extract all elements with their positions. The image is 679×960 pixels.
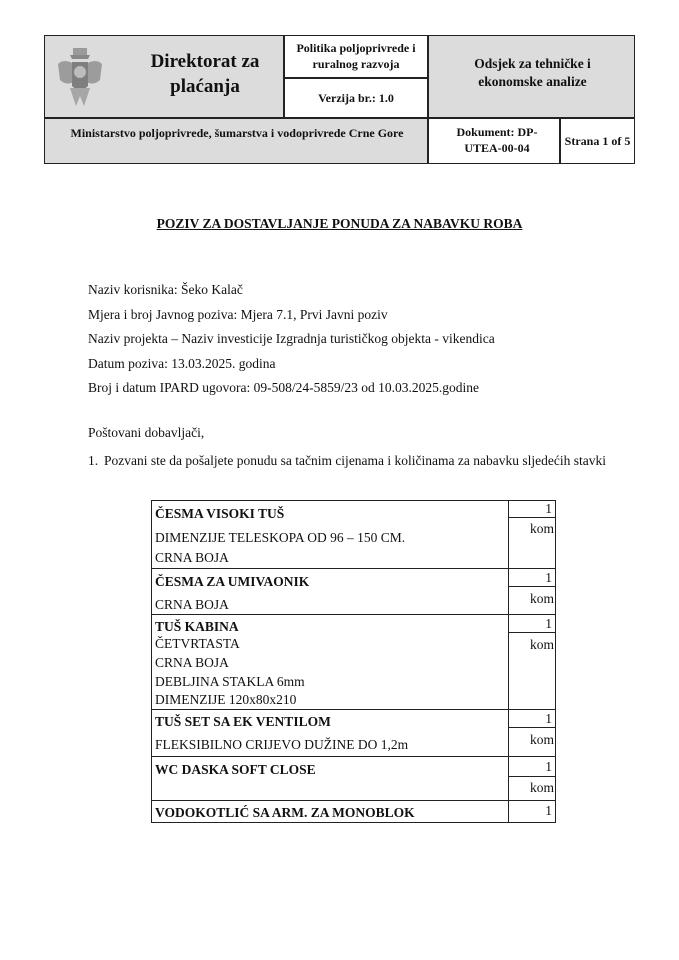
detail-user: Naziv korisnika: Šeko Kalač xyxy=(88,282,243,297)
item-qty: 1 xyxy=(545,803,552,818)
policy-text: Politika poljoprivrede i ruralnog razvoja xyxy=(296,41,416,71)
item-spec: CRNA BOJA xyxy=(155,597,229,612)
item-name: ČESMA ZA UMIVAONIK xyxy=(155,574,310,589)
item-unit: kom xyxy=(529,637,554,652)
item-spec: CRNA BOJA xyxy=(155,655,229,670)
document-title: POZIV ZA DOSTAVLJANJE PONUDA ZA NABAVKU ROBA xyxy=(156,216,523,231)
point-number: 1. xyxy=(88,453,99,468)
table-column-divider xyxy=(508,500,509,823)
version-text: Verzija br.: 1.0 xyxy=(318,91,394,105)
item-spec: DIMENZIJE TELESKOPA OD 96 – 150 CM. xyxy=(155,530,406,545)
item-qty: 1 xyxy=(545,570,552,585)
dept-text: Odsjek za tehničke i ekonomske analize xyxy=(474,56,591,89)
detail-project: Naziv projekta – Naziv investicije Izgradnja turističkog objekta - vikendica xyxy=(88,331,495,346)
item-unit: kom xyxy=(529,780,554,795)
item-name: WC DASKA SOFT CLOSE xyxy=(155,762,316,777)
document-text: Dokument: DP-UTEA-00-04 xyxy=(456,125,538,155)
item-unit: kom xyxy=(529,732,554,747)
item-spec: DEBLJINA STAKLA 6mm xyxy=(155,674,305,689)
item-name: VODOKOTLIĆ SA ARM. ZA MONOBLOK xyxy=(155,805,415,820)
org-title: Direktorat za plaćanja xyxy=(150,51,260,97)
item-qty: 1 xyxy=(545,616,552,631)
point-text: Pozvani ste da pošaljete ponudu sa tačnim cijenama i količinama za nabavku sljedećih stavki xyxy=(104,453,606,468)
item-unit: kom xyxy=(529,521,554,536)
greeting: Poštovani dobavljači, xyxy=(88,425,205,440)
item-spec: DIMENZIJE 120x80x210 xyxy=(155,692,297,707)
item-name: TUŠ KABINA xyxy=(155,619,239,634)
item-name: ČESMA VISOKI TUŠ xyxy=(155,506,285,521)
detail-contract: Broj i datum IPARD ugovora: 09-508/24-5859/23 od 10.03.2025.godine xyxy=(88,380,479,395)
ministry-text: Ministarstvo poljoprivrede, šumarstva i vodoprivrede Crne Gore xyxy=(70,126,404,140)
coat-of-arms-logo xyxy=(54,46,106,110)
item-qty: 1 xyxy=(545,501,552,516)
item-spec: FLEKSIBILNO CRIJEVO DUŽINE DO 1,2m xyxy=(155,737,409,752)
page-number-text: Strana 1 of 5 xyxy=(564,134,631,148)
item-qty: 1 xyxy=(545,711,552,726)
item-spec: CRNA BOJA xyxy=(155,550,229,565)
detail-date: Datum poziva: 13.03.2025. godina xyxy=(88,356,276,371)
detail-measure: Mjera i broj Javnog poziva: Mjera 7.1, Prvi Javni poziv xyxy=(88,307,388,322)
item-spec: ČETVRTASTA xyxy=(155,636,240,651)
item-unit: kom xyxy=(529,591,554,606)
item-name: TUŠ SET SA EK VENTILOM xyxy=(155,714,331,729)
item-qty: 1 xyxy=(545,759,552,774)
